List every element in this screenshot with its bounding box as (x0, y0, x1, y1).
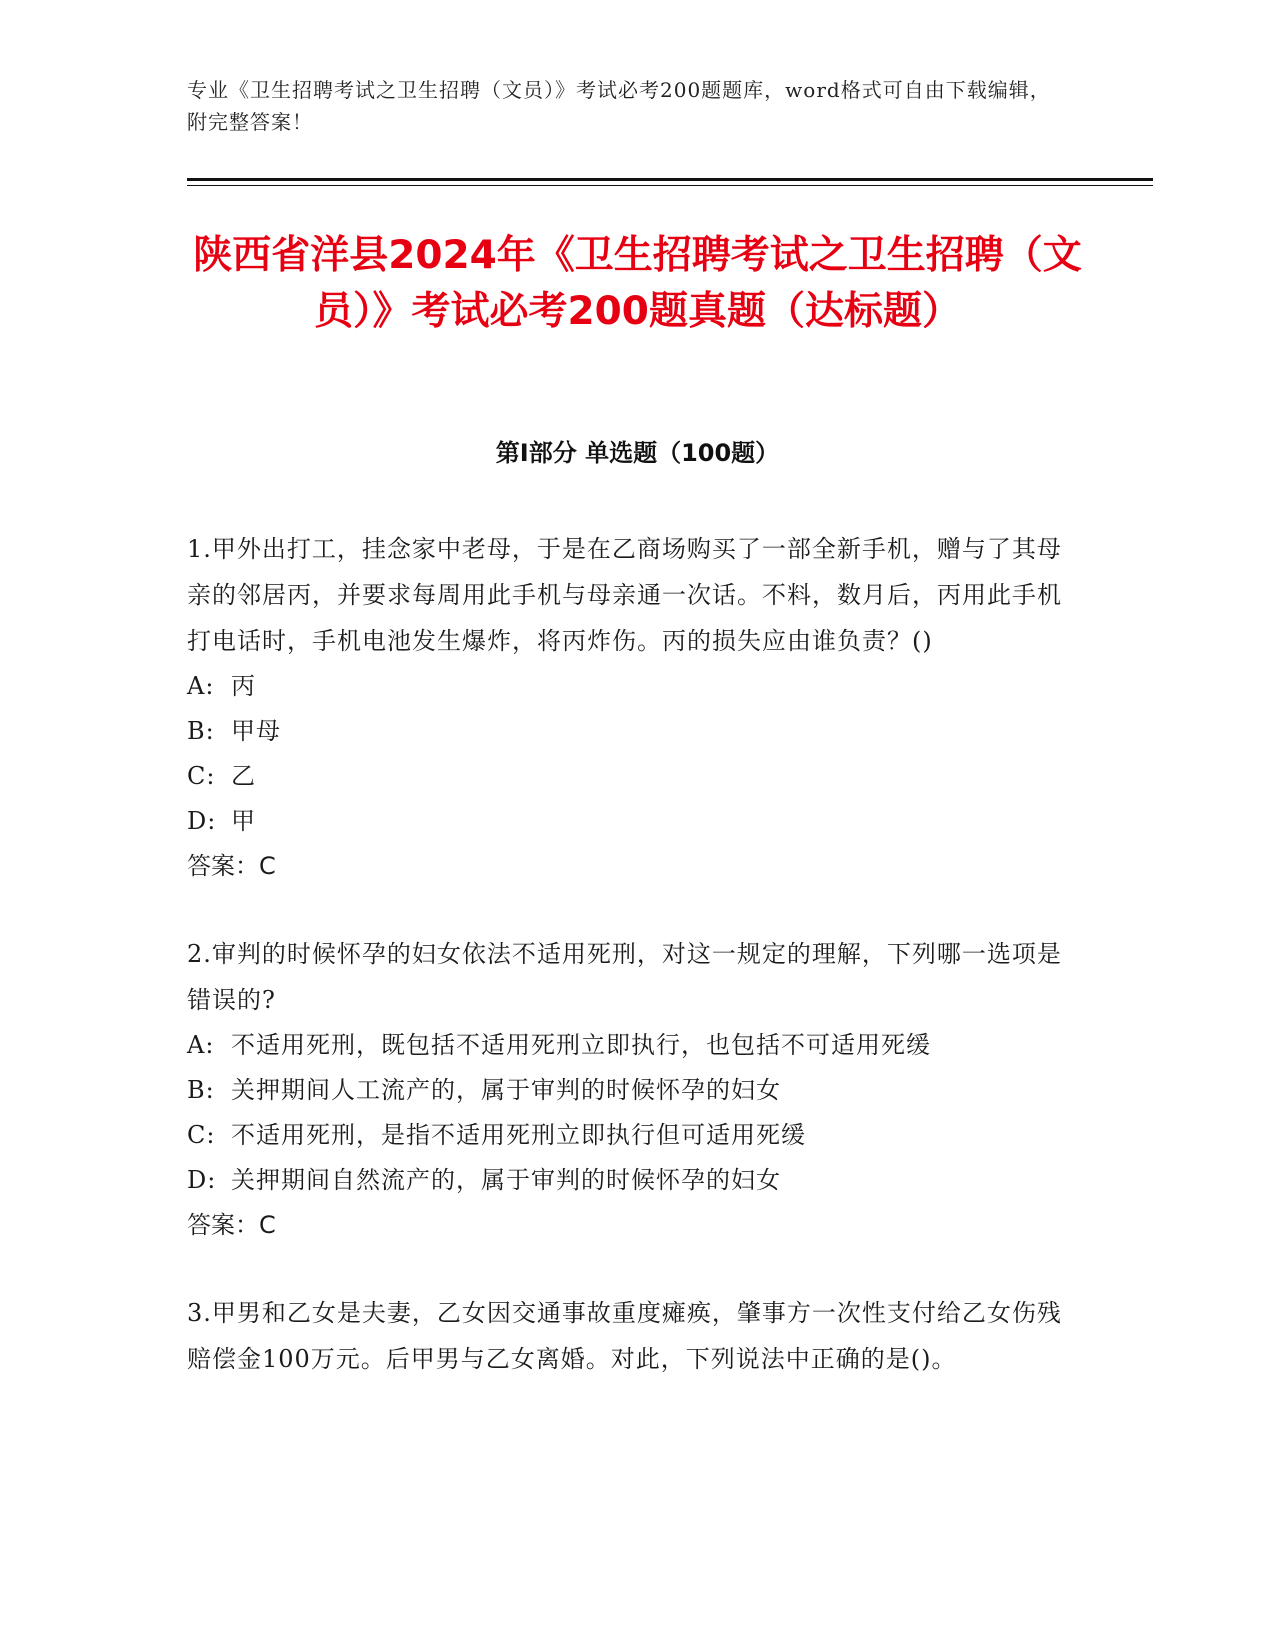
option-text: 不适用死刑，既包括不适用死刑立即执行，也包括不可适用死缓 (231, 1031, 931, 1059)
option-text: 关押期间人工流产的，属于审判的时候怀孕的妇女 (231, 1076, 781, 1104)
option-text: 不适用死刑，是指不适用死刑立即执行但可适用死缓 (231, 1121, 806, 1149)
option-a (187, 1023, 1067, 1068)
document-title: 陕西省洋县2024年《卫生招聘考试之卫生招聘（文员）》考试必考200题真题（达标题） (193, 233, 1082, 334)
header-note: 专业《卫生招聘考试之卫生招聘（文员）》考试必考200题题库，word格式可自由下载编辑，附完整答案！ (187, 78, 1051, 134)
option-text: 乙 (231, 762, 256, 790)
option-b (187, 709, 1067, 754)
option-key: A: (187, 672, 215, 700)
option-text: 甲 (231, 807, 256, 835)
question-1 (187, 526, 1067, 889)
question-list (187, 526, 1067, 1424)
option-c (187, 1113, 1067, 1158)
question-3 (187, 1290, 1067, 1382)
option-text: 甲母 (231, 717, 281, 745)
option-key: C: (187, 762, 216, 790)
option-c (187, 754, 1067, 799)
header-divider-thick (187, 178, 1153, 181)
answer-line: 答案：C (187, 852, 276, 880)
option-text: 关押期间自然流产的，属于审判的时候怀孕的妇女 (231, 1166, 781, 1194)
option-key: D: (187, 807, 217, 835)
option-key: C: (187, 1121, 216, 1149)
option-a (187, 664, 1067, 709)
answer-line: 答案：C (187, 1211, 276, 1239)
question-2 (187, 931, 1067, 1248)
option-key: A: (187, 1031, 215, 1059)
option-b (187, 1068, 1067, 1113)
option-d (187, 799, 1067, 844)
question-stem: 3.甲男和乙女是夫妻，乙女因交通事故重度瘫痪，肇事方一次性支付给乙女伤残赔偿金100万元。后甲男与乙女离婚。对此，下列说法中正确的是()。 (187, 1299, 1062, 1373)
option-key: B: (187, 717, 215, 745)
question-stem: 1.甲外出打工，挂念家中老母，于是在乙商场购买了一部全新手机，赠与了其母亲的邻居丙，并要求每周用此手机与母亲通一次话。不料，数月后，丙用此手机打电话时，手机电池发生爆炸，将丙炸伤。丙的损失应由谁负责？() (187, 535, 1062, 655)
section-title: 第I部分 单选题（100题） (495, 439, 780, 467)
option-d (187, 1158, 1067, 1203)
option-key: D: (187, 1166, 217, 1194)
option-key: B: (187, 1076, 215, 1104)
question-stem: 2.审判的时候怀孕的妇女依法不适用死刑，对这一规定的理解，下列哪一选项是错误的? (187, 940, 1062, 1014)
header-divider-thin (187, 185, 1153, 186)
option-text: 丙 (231, 672, 256, 700)
